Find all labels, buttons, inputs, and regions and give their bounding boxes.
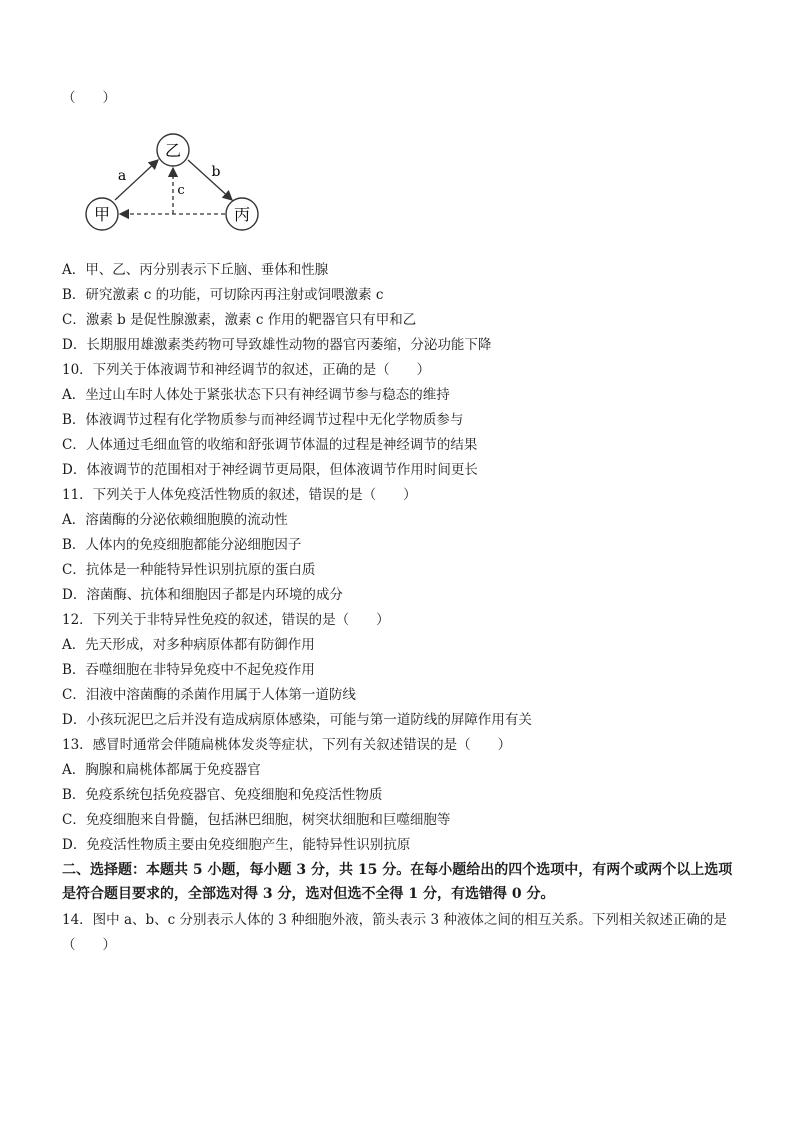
q11-option-d: D．溶菌酶、抗体和细胞因子都是内环境的成分 <box>62 587 343 603</box>
q10-option-b: B．体液调节过程有化学物质参与而神经调节过程中无化学物质参与 <box>62 412 464 428</box>
q11-option-c: C．抗体是一种能特异性识别抗原的蛋白质 <box>62 562 316 578</box>
node-top-label: 乙 <box>164 141 182 160</box>
q10-option-c: C．人体通过毛细血管的收缩和舒张调节体温的过程是神经调节的结果 <box>62 437 478 453</box>
arrow-a-label: a <box>117 168 127 184</box>
section-2-heading: 二、选择题：本题共 5 小题，每小题 3 分，共 15 分。在每小题给出的四个选项中，有两个或两个以上选项是符合题目要求的，全部选对得 3 分，选对但选不全得 1 分，有选错得 0 分。 <box>62 862 733 902</box>
q13-stem: 13．感冒时通常会伴随扁桃体发炎等症状，下列有关叙述错误的是（ ） <box>62 737 512 753</box>
q9-option-d: D．长期服用雄激素类药物可导致雄性动物的器官丙萎缩，分泌功能下降 <box>62 337 492 353</box>
q9-stem-tail: （ ） <box>62 90 116 106</box>
q11-option-b: B．人体内的免疫细胞都能分泌细胞因子 <box>62 537 302 553</box>
q11-option-a: A．溶菌酶的分泌依赖细胞膜的流动性 <box>62 512 288 528</box>
q14-stem-tail: （ ） <box>62 937 116 953</box>
q12-option-a: A．先天形成，对多种病原体都有防御作用 <box>62 637 315 653</box>
q10-stem: 10．下列关于体液调节和神经调节的叙述，正确的是（ ） <box>62 362 431 378</box>
q12-option-c: C．泪液中溶菌酶的杀菌作用属于人体第一道防线 <box>62 687 356 703</box>
q9-option-c: C．激素 b 是促性腺激素，激素 c 作用的靶器官只有甲和乙 <box>62 312 417 328</box>
q9-option-b: B．研究激素 c 的功能，可切除丙再注射或饲喂激素 c <box>62 287 384 303</box>
q10-option-a: A．坐过山车时人体处于紧张状态下只有神经调节参与稳态的维持 <box>62 387 450 403</box>
q11-stem: 11．下列关于人体免疫活性物质的叙述，错误的是（ ） <box>62 487 417 503</box>
q13-option-c: C．免疫细胞来自骨髓，包括淋巴细胞，树突状细胞和巨噬细胞等 <box>62 812 451 828</box>
node-right-label: 丙 <box>233 205 251 224</box>
arrow-b-label: b <box>211 164 221 180</box>
q13-option-b: B．免疫系统包括免疫器官、免疫细胞和免疫活性物质 <box>62 787 383 803</box>
q10-option-d: D．体液调节的范围相对于神经调节更局限，但体液调节作用时间更长 <box>62 462 478 478</box>
q12-option-b: B．吞噬细胞在非特异免疫中不起免疫作用 <box>62 662 315 678</box>
q13-option-d: D．免疫活性物质主要由免疫细胞产生，能特异性识别抗原 <box>62 837 411 853</box>
arrow-b <box>188 160 232 200</box>
q9-diagram <box>70 112 280 242</box>
q12-stem: 12．下列关于非特异性免疫的叙述，错误的是（ ） <box>62 612 390 628</box>
q12-option-d: D．小孩玩泥巴之后并没有造成病原体感染，可能与第一道防线的屏障作用有关 <box>62 712 532 728</box>
q13-option-a: A．胸腺和扁桃体都属于免疫器官 <box>62 762 261 778</box>
arrow-c-label: c <box>177 183 185 198</box>
node-left-label: 甲 <box>93 205 111 224</box>
q14-stem: 14．图中 a、b、c 分别表示人体的 3 种细胞外液，箭头表示 3 种液体之间的相互关系。下列相关叙述正确的是 <box>62 912 727 928</box>
q9-option-a: A．甲、乙、丙分别表示下丘脑、垂体和性腺 <box>62 262 329 278</box>
